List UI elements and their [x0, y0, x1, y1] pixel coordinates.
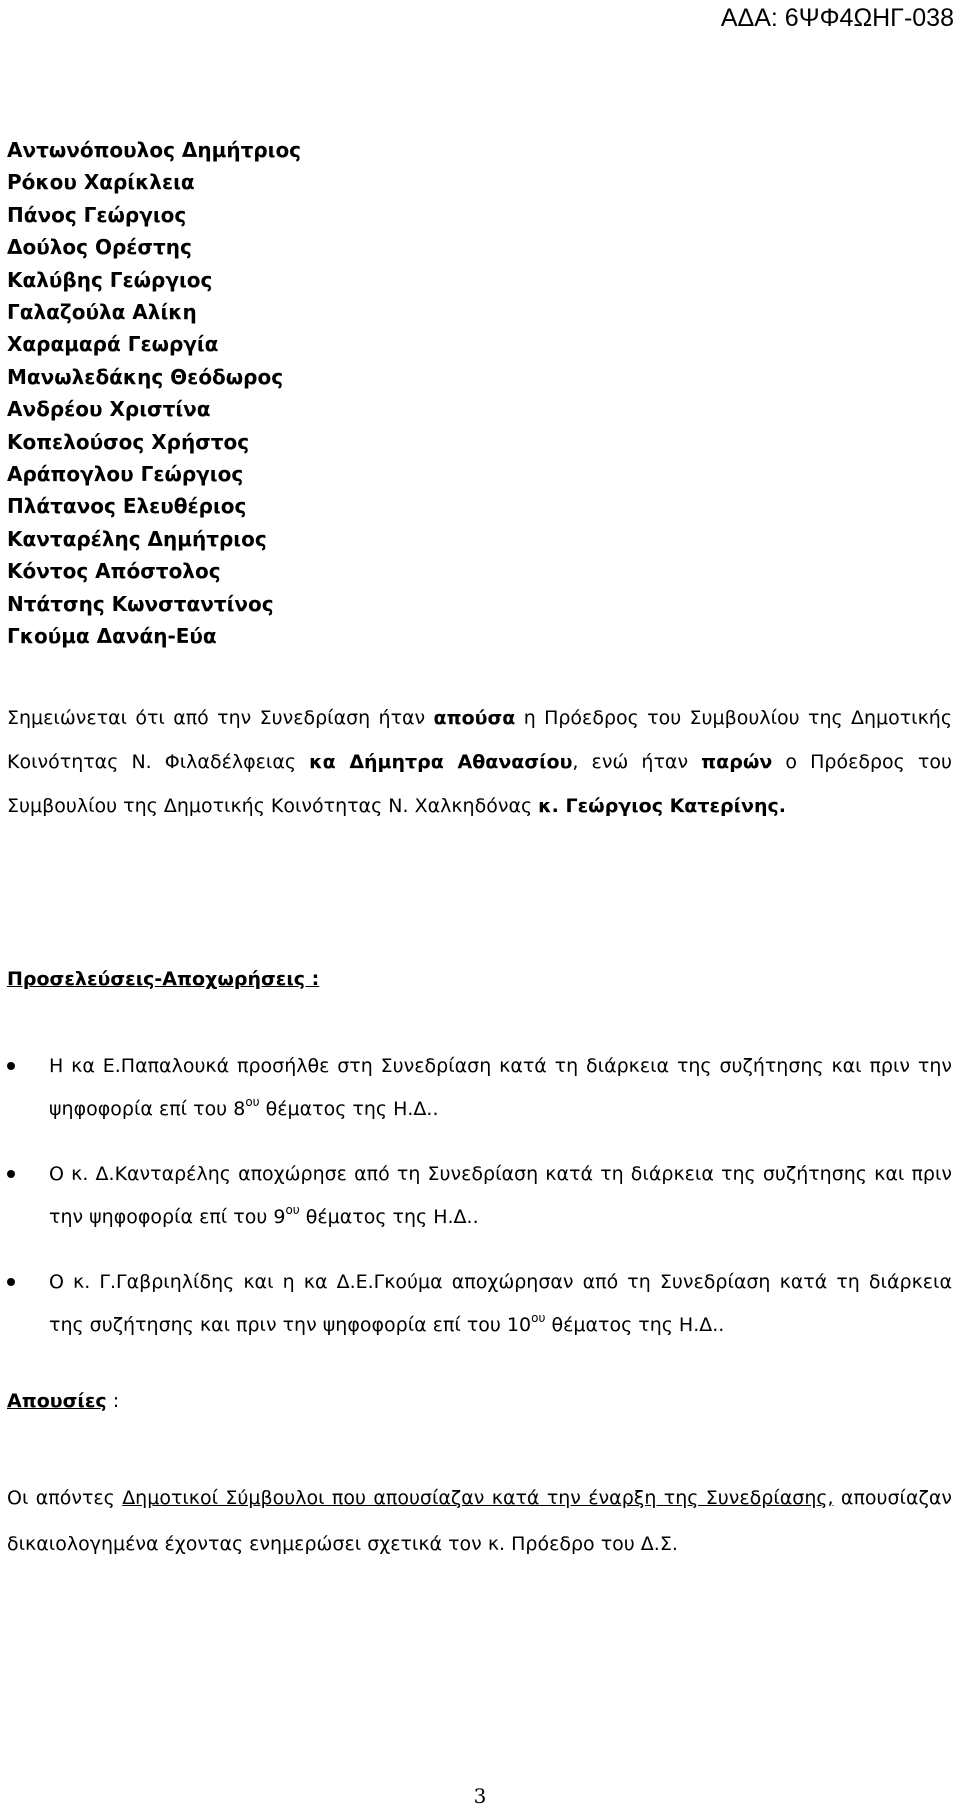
note-text: Σημειώνεται ότι από την Συνεδρίαση ήταν	[7, 707, 434, 729]
item-sup: ου	[285, 1202, 300, 1217]
page-number: 3	[473, 1784, 487, 1808]
list-item: Κόντος Απόστολος	[7, 559, 221, 584]
list-item	[7, 1261, 952, 1347]
bullet-icon	[7, 1170, 15, 1178]
note-bold-present: παρών	[701, 751, 773, 773]
item-tail: θέματος της Η.Δ..	[545, 1314, 725, 1336]
bullet-icon	[7, 1062, 15, 1070]
arrivals-list	[7, 1045, 952, 1369]
list-item: Κανταρέλης Δημήτριος	[7, 526, 267, 551]
note-bold-name: κ. Γεώργιος Κατερίνης.	[538, 795, 787, 817]
item-tail: θέματος της Η.Δ..	[259, 1098, 439, 1120]
list-item: Δούλος Ορέστης	[7, 235, 192, 260]
item-sup: ου	[245, 1094, 260, 1109]
list-item: Ρόκου Χαρίκλεια	[7, 170, 195, 195]
attendance-note	[7, 696, 952, 828]
list-item: Μανωλεδάκης Θεόδωρος	[7, 364, 284, 389]
list-item: Κοπελούσος Χρήστος	[7, 429, 250, 454]
list-item: Καλύβης Γεώργιος	[7, 267, 213, 292]
absences-text: απουσίαζαν δικαιολογημένα έχοντας ενημερώσει σχετικά τον κ. Πρόεδρο του Δ.Σ.	[7, 1487, 952, 1555]
absences-title: Απουσίες	[7, 1390, 107, 1412]
list-item: Πλάτανος Ελευθέριος	[7, 494, 247, 519]
list-item: Γαλαζούλα Αλίκη	[7, 300, 197, 325]
note-text: , ενώ ήταν	[572, 751, 702, 773]
note-bold-absent: απούσα	[433, 707, 516, 729]
note-bold-name: κα Δήμητρα Αθανασίου	[309, 751, 573, 773]
list-item	[7, 1153, 952, 1239]
list-item: Γκούμα Δανάη-Εύα	[7, 624, 217, 649]
note-text: ο Πρόεδρος του Συμβουλίου της Δημοτικής Κοινότητας Ν. Χαλκηδόνας	[7, 751, 952, 817]
bullet-icon	[7, 1278, 15, 1286]
attendee-list	[7, 134, 301, 653]
absences-paragraph	[7, 1475, 952, 1567]
list-item	[7, 1045, 952, 1131]
arrivals-heading: Προσελεύσεις-Αποχωρήσεις :	[7, 968, 320, 990]
list-item: Πάνος Γεώργιος	[7, 202, 187, 227]
list-item: Ανδρέου Χριστίνα	[7, 397, 211, 422]
item-text: Η κα Ε.Παπαλουκά προσήλθε στη Συνεδρίαση κατά τη διάρκεια της συζήτησης και πριν την ψηφοφορία επί του 8	[49, 1055, 952, 1120]
absences-text: Οι απόντες	[7, 1487, 123, 1509]
note-text: η Πρόεδρος του Συμβουλίου της Δημοτικής Κοινότητας Ν. Φιλαδέλφειας	[7, 707, 953, 773]
absences-underlined: Δημοτικοί Σύμβουλοι που απουσίαζαν κατά την έναρξη της Συνεδρίασης,	[122, 1487, 834, 1509]
list-item: Ντάτσης Κωνσταντίνος	[7, 591, 274, 616]
absences-heading	[7, 1390, 119, 1412]
ada-code: ΑΔΑ: 6ΨΦ4ΩΗΓ-038	[720, 4, 954, 32]
item-sup: ου	[531, 1310, 546, 1325]
item-text: Ο κ. Γ.Γαβριηλίδης και η κα Δ.Ε.Γκούμα αποχώρησαν από τη Συνεδρίαση κατά τη διάρκεια της συζήτησης και πριν την ψηφοφορία επί του 10	[49, 1271, 952, 1336]
absences-colon: :	[106, 1390, 120, 1412]
list-item: Αράπογλου Γεώργιος	[7, 462, 244, 487]
list-item: Αντωνόπουλος Δημήτριος	[7, 138, 302, 162]
item-text: Ο κ. Δ.Κανταρέλης αποχώρησε από τη Συνεδρίαση κατά τη διάρκεια της συζήτησης και πριν την ψηφοφορία επί του 9	[49, 1163, 952, 1228]
item-tail: θέματος της Η.Δ..	[299, 1206, 479, 1228]
list-item: Χαραμαρά Γεωργία	[7, 332, 219, 357]
